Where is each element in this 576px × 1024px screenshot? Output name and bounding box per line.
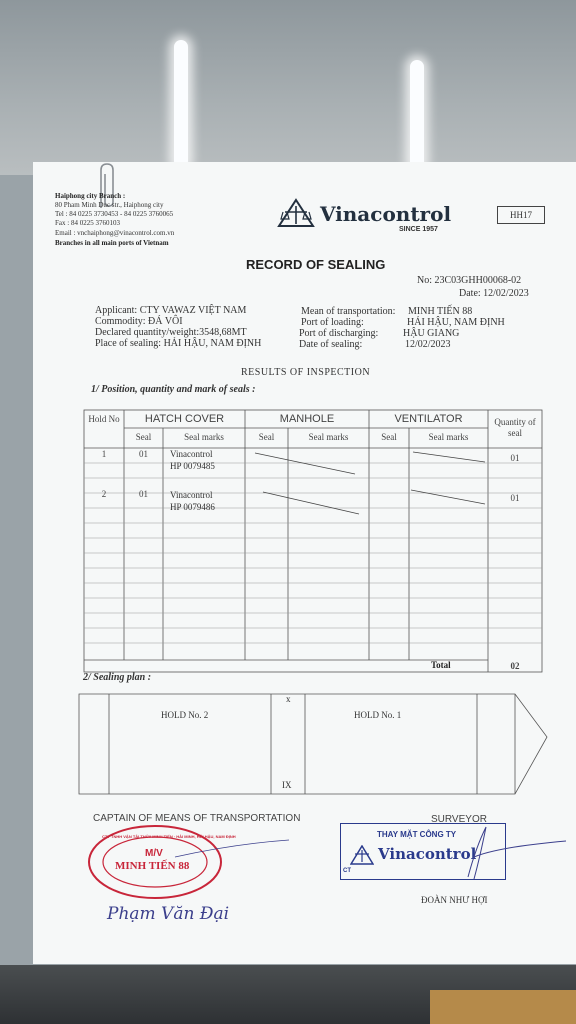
table-row-1-hold: 1 <box>101 449 107 459</box>
survey-stamp-name: Vinacontrol <box>378 845 477 863</box>
total-label: Total <box>431 660 451 670</box>
loading-value: HẢI HẬU, NAM ĐỊNH <box>407 317 505 328</box>
header-quantity: Quantity of seal <box>494 417 536 438</box>
branch-fax: Fax : 84 0225 3760103 <box>55 219 120 227</box>
plan-seal-mark-top: x <box>286 694 291 704</box>
table-row-1-seal: 01 <box>139 449 148 459</box>
table-row-1-mark-2: HP 0079485 <box>170 461 215 471</box>
transport-label: Mean of transportation: <box>301 306 396 317</box>
header-hatch-seal: Seal <box>135 432 152 442</box>
section-2-title: 2/ Sealing plan : <box>83 672 152 683</box>
ceiling-light-left <box>174 40 188 168</box>
captain-label: CAPTAIN OF MEANS OF TRANSPORTATION <box>93 813 301 824</box>
plan-hold-2: HOLD No. 2 <box>161 710 209 720</box>
table-row-2-qty: 01 <box>510 493 520 503</box>
header-hatch-cover: HATCH COVER <box>144 413 225 425</box>
header-manhole-seal: Seal <box>258 432 275 442</box>
form-code: HH17 <box>497 206 545 224</box>
branch-network: Branches in all main ports of Vietnam <box>55 239 169 247</box>
table-row-2-mark-1: Vinacontrol <box>170 490 213 500</box>
header-hold-no: Hold No <box>88 414 120 424</box>
vinacontrol-logo-text: Vinacontrol <box>320 202 452 226</box>
plan-hold-1: HOLD No. 1 <box>354 710 402 720</box>
sealing-date-label: Date of sealing: <box>299 339 363 350</box>
branch-address: 80 Pham Minh Duc str., Haiphong city <box>55 201 164 209</box>
transport-value: MINH TIẾN 88 <box>408 306 473 317</box>
header-hatch-seal-marks: Seal marks <box>184 432 224 442</box>
header-vent-seal-marks: Seal marks <box>428 432 469 442</box>
survey-stamp-label: THAY MẶT CÔNG TY <box>377 830 457 839</box>
place-of-sealing: Place of sealing: HẢI HẬU, NAM ĐỊNH <box>95 338 262 349</box>
loading-label: Port of loading: <box>301 317 364 328</box>
surveyor-label: SURVEYOR <box>431 814 487 825</box>
captain-signature: Phạm Văn Đại <box>107 904 230 924</box>
survey-stamp-scale-icon <box>350 845 374 865</box>
total-value: 02 <box>510 661 520 671</box>
applicant: Applicant: CTY VAWAZ VIỆT NAM <box>95 305 247 316</box>
header-manhole-seal-marks: Seal marks <box>308 432 349 442</box>
table-row-2-mark-2: HP 0079486 <box>170 502 215 512</box>
discharging-value: HẬU GIANG <box>403 328 460 339</box>
document-date: Date: 12/02/2023 <box>459 288 529 299</box>
results-title: RESULTS OF INSPECTION <box>241 367 371 378</box>
header-manhole: MANHOLE <box>279 413 335 425</box>
surveyor-signature-icon <box>428 817 568 887</box>
floor-wood <box>430 990 576 1024</box>
branch-name: Haiphong city Branch : <box>55 192 126 200</box>
document-number: No: 23C03GHH00068-02 <box>417 275 522 286</box>
table-row-1-qty: 01 <box>510 453 520 463</box>
sealing-plan-diagram <box>33 162 576 822</box>
background-wall <box>0 0 576 175</box>
plan-seal-mark-bottom: IX <box>282 780 292 790</box>
ship-stamp-name: MINH TIẾN 88 <box>115 860 190 872</box>
commodity: Commodity: ĐÁ VÔI <box>95 316 183 327</box>
survey-stamp-ct: CT <box>343 868 351 874</box>
document-page <box>33 162 576 964</box>
header-vent-seal: Seal <box>381 432 397 442</box>
section-1-title: 1/ Position, quantity and mark of seals : <box>91 384 256 395</box>
document-title: RECORD OF SEALING <box>246 257 386 272</box>
surveyor-name: ĐOÀN NHƯ HỢI <box>421 895 488 905</box>
header-ventilator: VENTILATOR <box>394 413 463 425</box>
branch-email: Email : vnchaiphong@vinacontrol.com.vn <box>55 229 175 237</box>
ship-stamp-mv: M/V <box>145 848 163 859</box>
ceiling-light-right <box>410 60 424 170</box>
table-row-2-hold: 2 <box>101 489 107 499</box>
ship-stamp-ring-text: CTY TNHH VẬN TẢI THỦY MINH TIẾN · HẢI MINH, HẢI HẬU, NAM ĐỊNH <box>102 834 236 839</box>
discharging-label: Port of discharging: <box>299 328 379 339</box>
vinacontrol-since: SINCE 1957 <box>399 226 438 233</box>
branch-tel: Tel : 84 0225 3730453 - 84 0225 3760065 <box>55 210 174 218</box>
sealing-date-value: 12/02/2023 <box>405 339 451 350</box>
table-row-2-seal: 01 <box>139 489 148 499</box>
declared-quantity: Declared quantity/weight:3548,68MT <box>95 327 247 338</box>
captain-signature-stroke-icon <box>173 832 293 862</box>
table-row-1-mark-1: Vinacontrol <box>170 449 213 459</box>
